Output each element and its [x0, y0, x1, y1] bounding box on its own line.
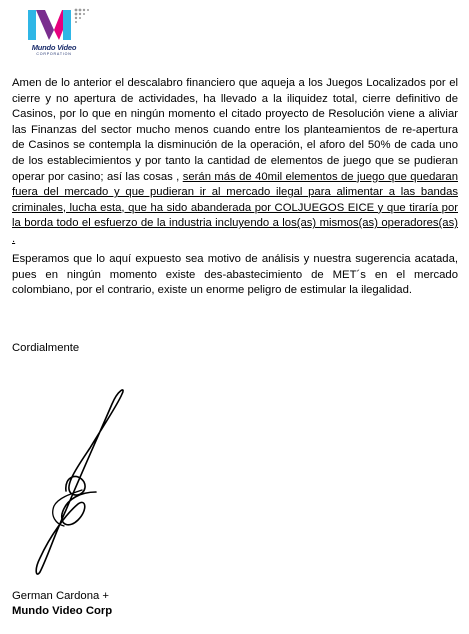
logo-subtitle: CORPORATION: [36, 52, 72, 56]
signer-name: German Cardona +: [12, 590, 110, 602]
company-logo: [14, 6, 100, 58]
mundo-video-m-icon: [14, 6, 100, 46]
handwritten-signature: [26, 386, 136, 576]
paragraph-1: [12, 76, 458, 248]
signer-company: Mundo Video Corp: [12, 605, 113, 617]
paragraph-1-text: Amen de lo anterior el descalabro financiero que aqueja a los Juegos Localizados por el cierre y no apertura de actividades, ha llevado a la iliquidez total, cierre definitivo de Casinos, por lo que en ningún momento el citado proyecto de Resolución viene a aliviar las Finanzas del sector mucho menos cuando entre los planteamientos de re-apertura de Casinos se contempla la disminución de la operación, el aforo del 50% de cada uno de los establecimientos y por tanto la cantidad de elementos de juego que se pudieran operar por casino; así las cosas ,: [12, 77, 458, 183]
closing-salutation: Cordialmente: [12, 342, 80, 354]
paragraph-1-underlined-text: serán más de 40mil elementos de juego que quedaran fuera del mercado y que pudieran ir al mercado ilegal para alimentar a las bandas criminales, lucha esta, que ha sido abanderada por COLJUEGOS EICE y que tiraría por la borda todo el esfuerzo de la industria incluyendo a los(as) mismos(as) operadores(as) .: [12, 170, 458, 245]
paragraph-2: Esperamos que lo aquí expuesto sea motivo de análisis y nuestra sugerencia acatada, pues en ningún momento existe des-abastecimiento de MET´s en el mercado colombiano, por el contrario, existe un enorme peligro de estimular la ilegalidad.: [12, 253, 458, 297]
logo-name: Mundo Video: [31, 43, 77, 52]
